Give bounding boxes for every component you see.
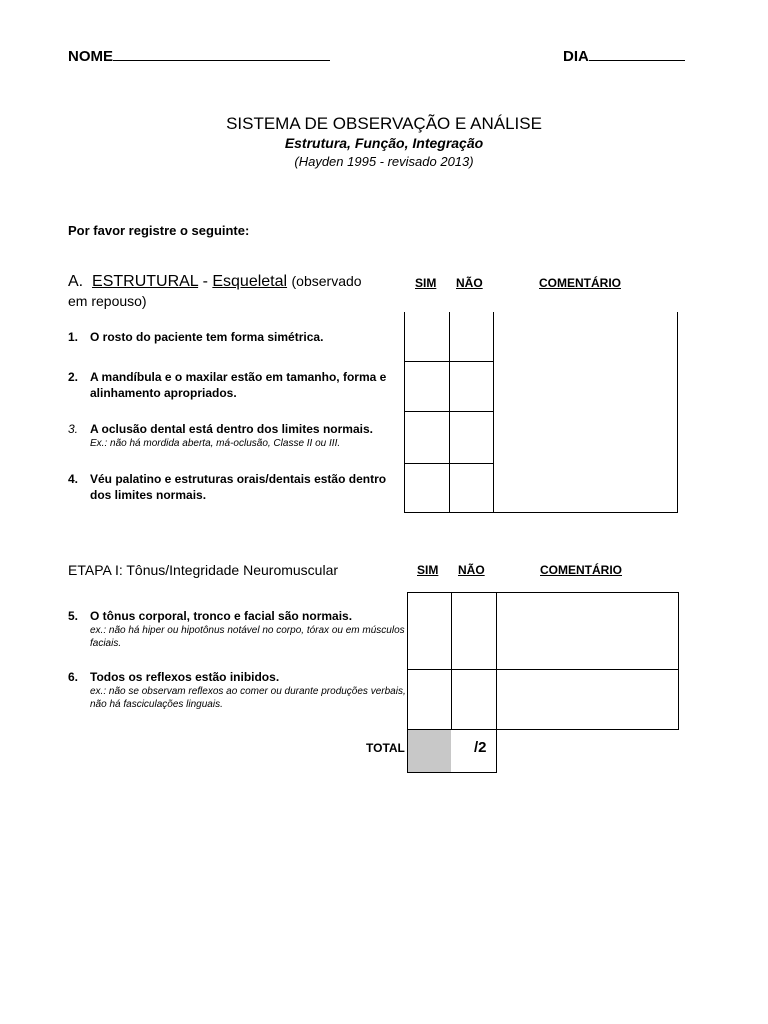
day-field[interactable] — [563, 48, 685, 65]
section-a-comment-cell[interactable] — [494, 313, 676, 511]
day-label: DIA — [563, 48, 589, 65]
section-a-note: (observado — [291, 273, 362, 289]
name-field[interactable] — [68, 48, 330, 65]
total-max: /2 — [474, 739, 487, 756]
item-number: 1. — [68, 330, 79, 344]
col-header-no-a: NÃO — [456, 276, 483, 290]
item-note: Ex.: não há mordida aberta, má-oclusão, Classe II ou III. — [90, 438, 341, 449]
item-text-wrap — [90, 669, 410, 711]
item-1-no-cell[interactable] — [450, 313, 492, 360]
item-1-yes-cell[interactable] — [405, 313, 448, 360]
col-header-no-b: NÃO — [458, 563, 485, 577]
item-6 — [68, 669, 413, 715]
day-line[interactable] — [589, 59, 685, 61]
item-text-wrap — [90, 421, 410, 450]
name-label: NOME — [68, 48, 113, 65]
item-text: O rosto do paciente tem forma simétrica. — [90, 330, 324, 344]
item-text: O tônus corporal, tronco e facial são normais. — [90, 609, 353, 623]
document-title: SISTEMA DE OBSERVAÇÃO E ANÁLISE — [226, 114, 542, 133]
item-text: A oclusão dental está dentro dos limites normais. — [90, 422, 373, 436]
col-header-comment-a: COMENTÁRIO — [539, 276, 621, 290]
item-3 — [68, 421, 413, 453]
section-a-title: ESTRUTURAL — [92, 273, 199, 290]
item-number: 5. — [68, 609, 79, 623]
item-4 — [68, 471, 413, 505]
item-2 — [68, 369, 413, 403]
item-5 — [68, 608, 413, 654]
item-note: ex.: não se observam reflexos ao comer ou durante produções verbais, não há fasciculações linguais. — [90, 686, 406, 710]
section-a-note-cont: em repouso) — [68, 293, 147, 309]
item-text-wrap — [90, 608, 410, 650]
col-header-comment-b: COMENTÁRIO — [540, 563, 622, 577]
item-number: 6. — [68, 670, 79, 684]
item-number: 2. — [68, 370, 79, 384]
item-text: Todos os reflexos estão inibidos. — [90, 670, 280, 684]
item-number: 3. — [68, 422, 79, 436]
total-label: TOTAL — [366, 741, 405, 755]
item-text: Véu palatino e estruturas orais/dentais estão dentro dos limites normais. — [90, 472, 387, 502]
section-a-prefix: A. — [68, 273, 84, 290]
total-score-cell[interactable] — [408, 730, 451, 772]
col-header-yes-b: SIM — [417, 563, 439, 577]
item-1 — [68, 329, 413, 347]
section-b-heading: ETAPA I: Tônus/Integridade Neuromuscular — [68, 562, 339, 578]
item-text: A mandíbula e o maxilar estão em tamanho, forma e alinhamento apropriados. — [90, 370, 387, 400]
col-header-yes-a: SIM — [415, 276, 437, 290]
document-reference: (Hayden 1995 - revisado 2013) — [294, 154, 474, 169]
item-number: 4. — [68, 472, 79, 486]
section-a-subtitle: Esqueletal — [212, 273, 288, 290]
document-subtitle: Estrutura, Função, Integração — [284, 135, 484, 151]
section-a-dash: - — [202, 273, 208, 290]
item-note: ex.: não há hiper ou hipotônus notável no corpo, tórax ou em músculos faciais. — [90, 625, 405, 649]
section-a-heading — [68, 273, 413, 291]
name-line[interactable] — [113, 59, 330, 61]
intro-text: Por favor registre o seguinte: — [68, 223, 250, 238]
